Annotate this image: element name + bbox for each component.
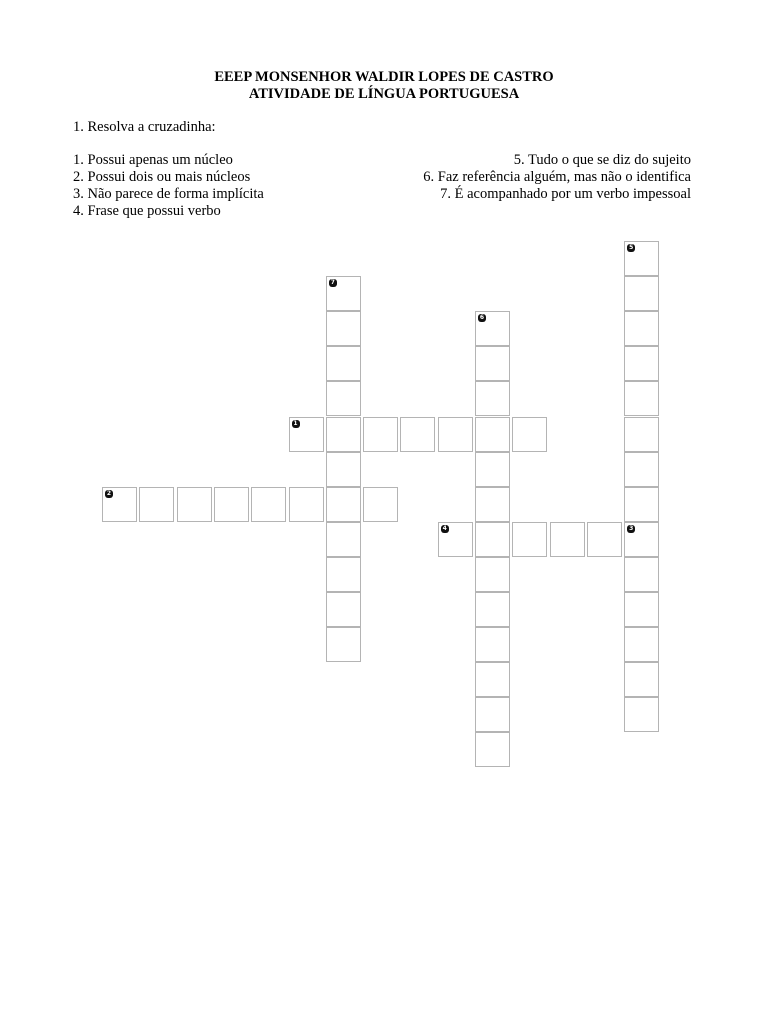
crossword-cell[interactable]: [139, 487, 174, 522]
crossword-cell[interactable]: [475, 732, 510, 767]
crossword-cell[interactable]: [624, 662, 659, 697]
crossword-cell[interactable]: [475, 592, 510, 627]
crossword-cell[interactable]: [102, 487, 137, 522]
clue-number-badge: 7: [330, 279, 335, 287]
crossword-cell[interactable]: [400, 417, 435, 452]
crossword-cell[interactable]: [475, 557, 510, 592]
crossword-cell[interactable]: [475, 381, 510, 416]
crossword-cell[interactable]: [289, 417, 324, 452]
crossword-cell[interactable]: [326, 311, 361, 346]
crossword-cell[interactable]: [289, 487, 324, 522]
clue-number-badge: 3: [629, 524, 634, 532]
crossword-cell[interactable]: [475, 346, 510, 381]
crossword-cell[interactable]: [326, 592, 361, 627]
crossword-cell[interactable]: [550, 522, 585, 557]
crossword-cell[interactable]: [475, 662, 510, 697]
crossword-cell[interactable]: [587, 522, 622, 557]
clue-5: 5. Tudo o que se diz do sujeito: [513, 152, 691, 168]
crossword-cell[interactable]: [363, 487, 398, 522]
clue-1: 1. Possui apenas um núcleo: [73, 152, 233, 168]
crossword-cell[interactable]: [624, 452, 659, 487]
crossword-cell[interactable]: [326, 417, 361, 452]
crossword-cell[interactable]: [624, 241, 659, 276]
crossword-cell[interactable]: [326, 557, 361, 592]
clue-number-badge: 1: [293, 419, 298, 427]
clue-2: 2. Possui dois ou mais núcleos: [73, 169, 251, 185]
crossword-cell[interactable]: [475, 697, 510, 732]
crossword-cell[interactable]: [475, 311, 510, 346]
crossword-cell[interactable]: [512, 417, 547, 452]
crossword-cell[interactable]: [475, 452, 510, 487]
crossword-cell[interactable]: [475, 627, 510, 662]
crossword-cell[interactable]: [326, 627, 361, 662]
crossword-cell[interactable]: [214, 487, 249, 522]
crossword-cell[interactable]: [624, 697, 659, 732]
crossword-cell[interactable]: [363, 417, 398, 452]
clue-number-badge: 5: [629, 244, 634, 251]
crossword-cell[interactable]: [624, 487, 659, 522]
crossword-cell[interactable]: [326, 452, 361, 487]
crossword-cell[interactable]: [475, 417, 510, 452]
crossword-cell[interactable]: [475, 522, 510, 557]
crossword-cell[interactable]: [475, 487, 510, 522]
crossword-cell[interactable]: [624, 557, 659, 592]
crossword-cell[interactable]: [624, 346, 659, 381]
clue-6: 6. Faz referência alguém, mas não o identifica: [423, 169, 691, 185]
crossword-cell[interactable]: [624, 381, 659, 416]
instruction: 1. Resolva a cruzadinha:: [73, 119, 216, 135]
crossword-cell[interactable]: [624, 276, 659, 311]
crossword-cell[interactable]: [624, 417, 659, 452]
crossword-cell[interactable]: [326, 381, 361, 416]
crossword-cell[interactable]: [326, 487, 361, 522]
crossword-cell[interactable]: [438, 417, 473, 452]
crossword-cell[interactable]: [512, 522, 547, 557]
crossword-cell[interactable]: [251, 487, 286, 522]
crossword-cell[interactable]: [624, 592, 659, 627]
crossword-cell[interactable]: [326, 346, 361, 381]
school-name: EEEP MONSENHOR WALDIR LOPES DE CASTRO: [214, 69, 554, 85]
crossword-cell[interactable]: [177, 487, 212, 522]
clue-3: 3. Não parece de forma implícita: [73, 186, 264, 202]
crossword-cell[interactable]: [624, 522, 659, 557]
clue-number-badge: 4: [442, 524, 447, 532]
crossword-cell[interactable]: [438, 522, 473, 557]
crossword-cell[interactable]: [326, 522, 361, 557]
crossword-cell[interactable]: [624, 627, 659, 662]
clue-7: 7. É acompanhado por um verbo impessoal: [440, 186, 691, 202]
clue-4: 4. Frase que possui verbo: [73, 203, 221, 219]
clue-number-badge: 6: [479, 314, 485, 322]
crossword-cell[interactable]: [624, 311, 659, 346]
clue-number-badge: 2: [106, 489, 112, 497]
crossword-cell[interactable]: [326, 276, 361, 311]
activity-title: ATIVIDADE DE LÍNGUA PORTUGUESA: [248, 86, 520, 102]
